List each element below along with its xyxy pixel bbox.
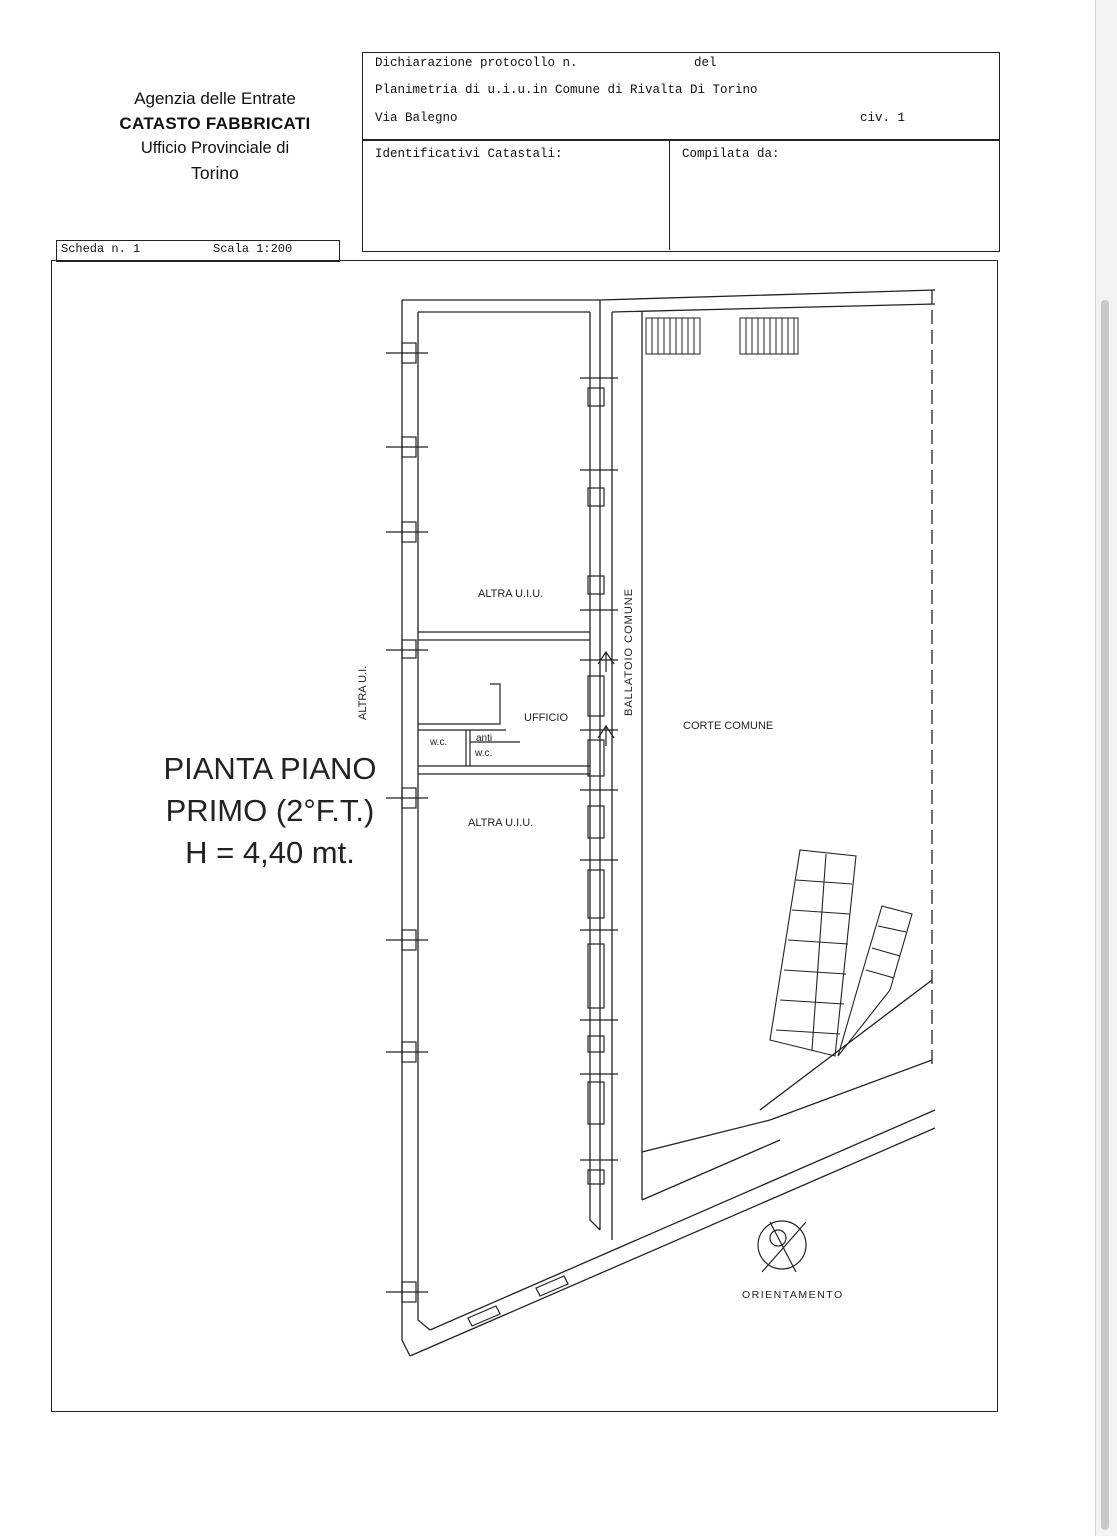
label-wc-1: w.c. — [430, 737, 448, 748]
label-anti: anti — [476, 733, 493, 744]
label-corte-comune: CORTE COMUNE — [683, 720, 774, 732]
cadastral-ids-label: Identificativi Catastali: — [375, 147, 563, 161]
top-stairs — [646, 318, 798, 354]
agency-name: Agenzia delle Entrate — [134, 89, 296, 108]
partition-wall-2 — [418, 766, 590, 774]
label-altra-uiu-top: ALTRA U.I.U. — [478, 588, 544, 600]
ballatoio-edge — [612, 312, 642, 1240]
compass-icon — [758, 1221, 806, 1272]
outer-left-wall — [402, 300, 410, 1356]
agency-office: Ufficio Provinciale di — [140, 139, 290, 157]
protocol-label: Dichiarazione protocollo n. — [375, 56, 578, 70]
left-windows — [386, 343, 428, 1302]
agency-city: Torino — [191, 163, 239, 183]
street-text: Via Balegno — [375, 111, 458, 125]
label-altra-ui-side: ALTRA U.I. — [357, 665, 369, 720]
sheet-number: Scheda n. 1 — [61, 242, 141, 256]
compiled-by-label: Compilata da: — [682, 147, 780, 161]
label-orientamento: ORIENTAMENTO — [742, 1289, 844, 1301]
label-wc-2: w.c. — [475, 748, 493, 759]
label-ufficio: UFFICIO — [524, 712, 568, 724]
planimetry-text: Planimetria di u.i.u.in Comune di Rivalta Di Torino — [375, 83, 758, 97]
sheet-scale: Scala 1:200 — [213, 242, 293, 256]
del-label: del — [694, 56, 717, 70]
plan-title-line1: PIANTA PIANO — [163, 751, 377, 786]
partition-wall-1 — [418, 632, 590, 640]
external-staircase — [770, 850, 912, 1056]
plan-title-line2: PRIMO (2°F.T.) — [165, 793, 375, 828]
right-wall — [590, 300, 600, 1230]
wc-partitions — [418, 684, 520, 766]
bottom-windows — [468, 1276, 568, 1326]
plan-title-line3: H = 4,40 mt. — [185, 835, 355, 870]
agency-department: CATASTO FABBRICATI — [119, 114, 311, 133]
label-altra-uiu-bottom: ALTRA U.I.U. — [468, 817, 534, 829]
label-ballatoio-comune: BALLATOIO COMUNE — [623, 587, 635, 716]
civic-text: civ. 1 — [860, 111, 906, 125]
